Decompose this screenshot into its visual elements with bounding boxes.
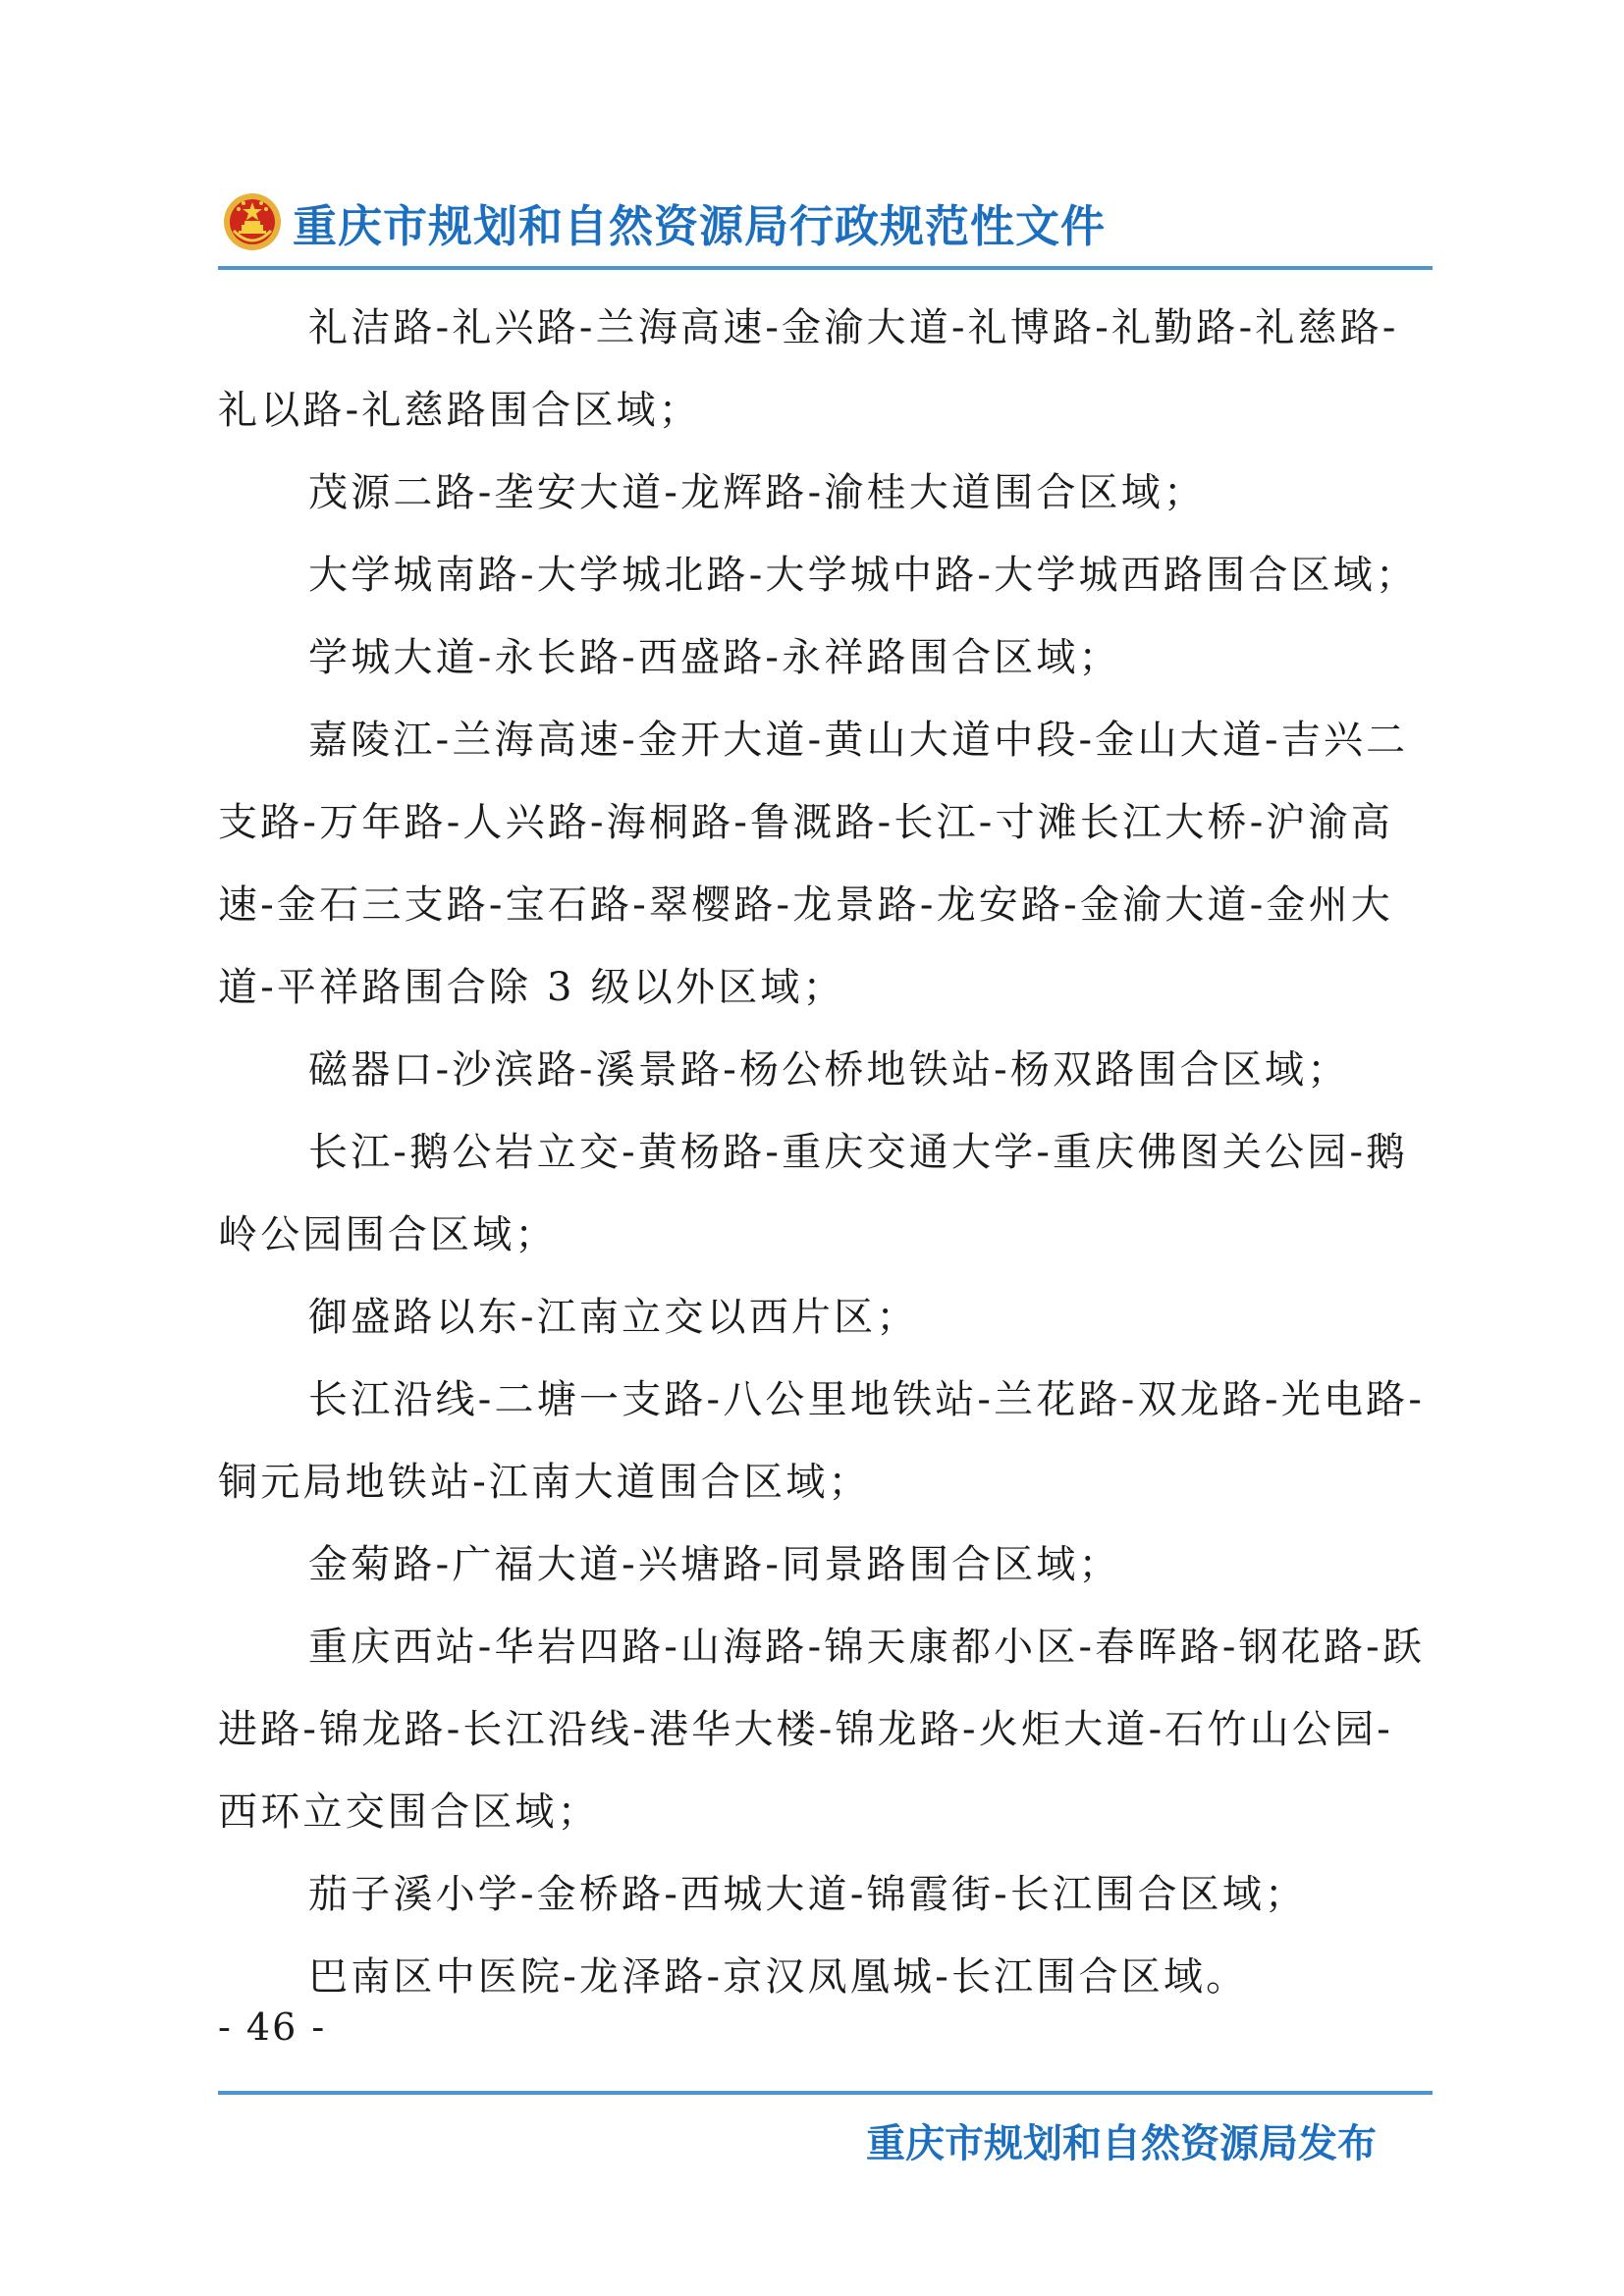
header-title: 重庆市规划和自然资源局行政规范性文件 (293, 199, 1107, 252)
header-divider (218, 266, 1433, 270)
paragraph: 大学城南路-大学城北路-大学城中路-大学城西路围合区域； (308, 553, 1419, 598)
paragraph: 茄子溪小学-金桥路-西城大道-锦霞街-长江围合区域； (308, 1872, 1308, 1917)
page-number: - 46 - (218, 2005, 327, 2049)
paragraph: 礼洁路-礼兴路-兰海高速-金渝大道-礼博路-礼勤路-礼慈路-礼以路-礼慈路围合区域； (218, 305, 1399, 433)
paragraph: 金菊路-广福大道-兴塘路-同景路围合区域； (308, 1542, 1121, 1587)
national-emblem-icon (222, 191, 283, 252)
paragraph: 磁器口-沙滨路-溪景路-杨公桥地铁站-杨双路围合区域； (308, 1047, 1350, 1093)
footer-divider (218, 2091, 1433, 2095)
paragraph: 御盛路以东-江南立交以西片区； (308, 1295, 919, 1340)
paragraph: 学城大道-永长路-西盛路-永祥路围合区域； (308, 635, 1121, 680)
document-header (222, 187, 1106, 257)
paragraph: 长江沿线-二塘一支路-八公里地铁站-兰花路-双龙路-光电路-铜元局地铁站-江南大道围合区域； (218, 1377, 1426, 1505)
paragraph: 重庆西站-华岩四路-山海路-锦天康都小区-春晖路-钢花路-跃进路-锦龙路-长江沿线-港华大楼-锦龙路-火炬大道-石竹山公园-西环立交围合区域； (218, 1625, 1426, 1835)
paragraph: 嘉陵江-兰海高速-金开大道-黄山大道中段-金山大道-吉兴二支路-万年路-人兴路-海桐路-鲁溉路-长江-寸滩长江大桥-沪渝高速-金石三支路-宝石路-翠樱路-龙景路-龙安路-金渝大道-金州大道-平祥路围合除 3 级以外区域； (218, 718, 1409, 1010)
document-body (218, 287, 1433, 2018)
footer-publisher: 重庆市规划和自然资源局发布 (866, 2121, 1377, 2166)
paragraph: 巴南区中医院-龙泽路-京汉凤凰城-长江围合区域。 (308, 1954, 1249, 2000)
paragraph: 茂源二路-垄安大道-龙辉路-渝桂大道围合区域； (308, 470, 1207, 515)
paragraph: 长江-鹅公岩立交-黄杨路-重庆交通大学-重庆佛图关公园-鹅岭公园围合区域； (218, 1130, 1409, 1257)
